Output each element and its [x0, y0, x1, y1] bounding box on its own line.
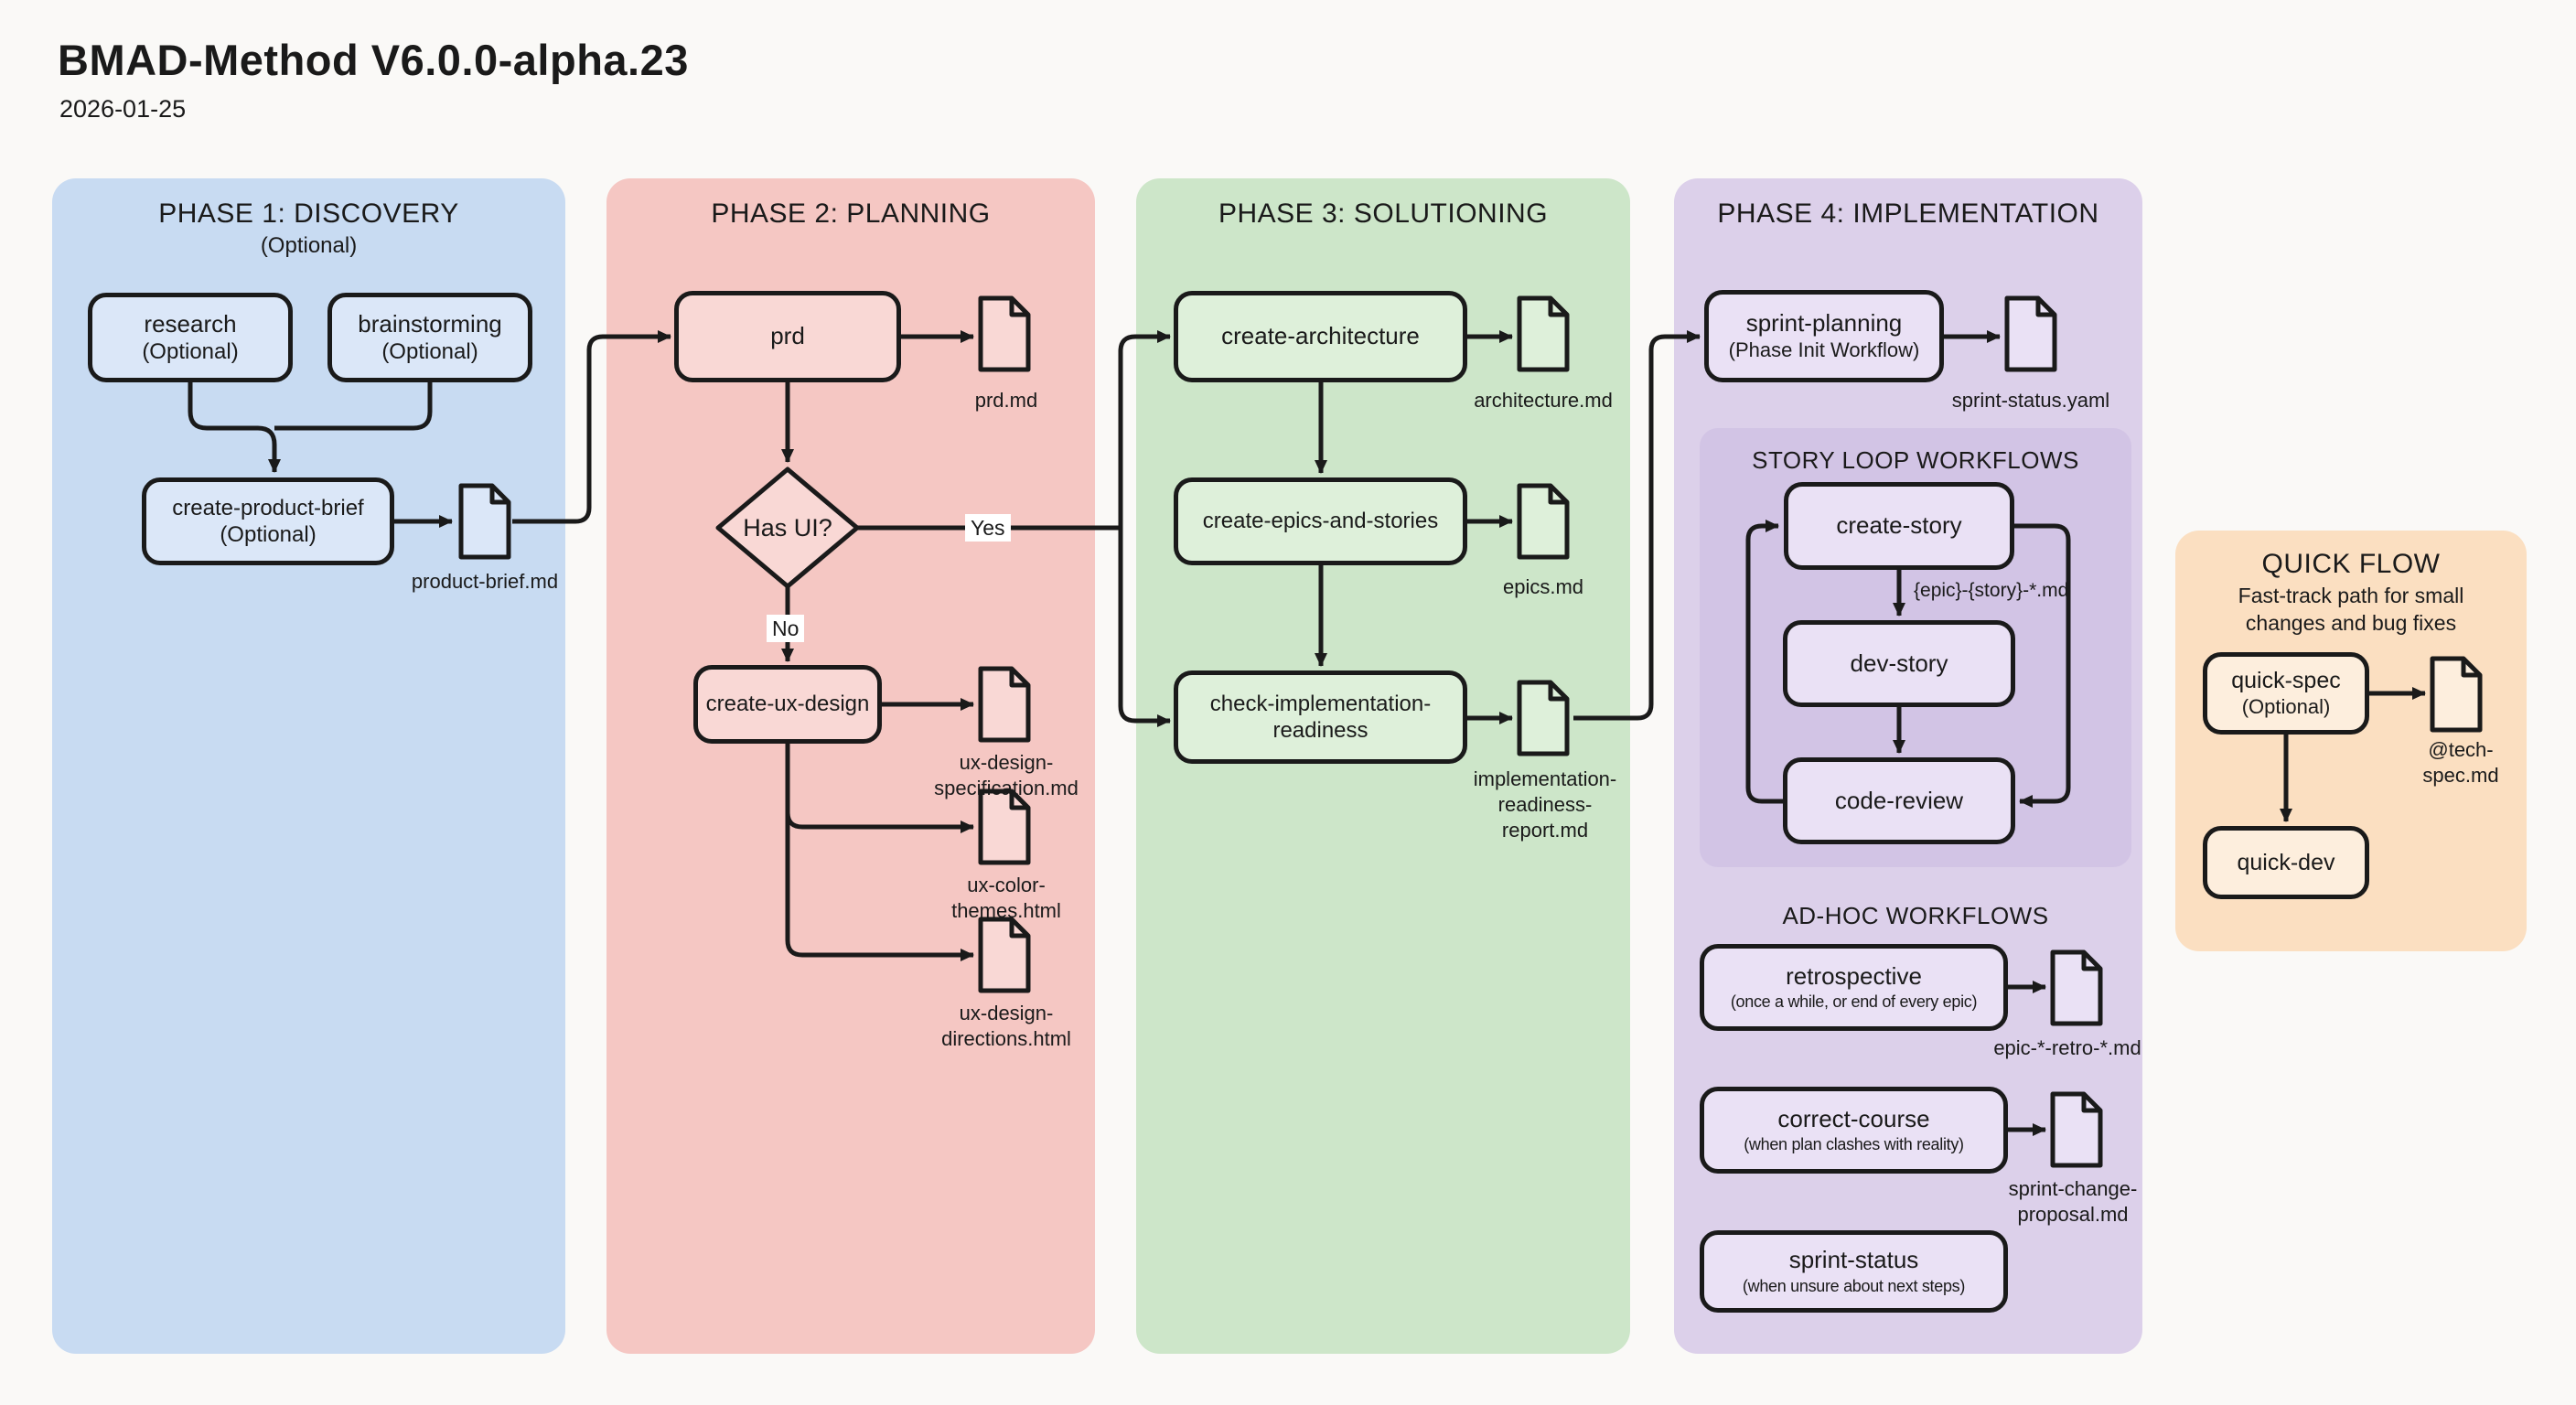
doc-product-brief-icon — [457, 482, 512, 561]
node-sprint-planning-sub: (Phase Init Workflow) — [1728, 338, 1920, 361]
node-correct-course-label: correct-course — [1777, 1104, 1930, 1132]
doc-ux-spec-line1: ux-design- — [959, 751, 1054, 774]
doc-sprint-change-line1: sprint-change- — [2008, 1177, 2138, 1200]
node-dev-story — [1783, 620, 2015, 707]
node-create-product-brief — [142, 477, 394, 565]
doc-tech-spec-line2: spec.md — [2422, 763, 2499, 787]
node-create-epics-label: create-epics-and-stories — [1202, 509, 1439, 534]
edge-research-to-merge — [190, 382, 274, 472]
node-quick-dev-label: quick-dev — [2237, 849, 2335, 875]
node-retrospective-sub: (once a while, or end of every epic) — [1730, 992, 1978, 1012]
doc-sprint-status-label: sprint-status.yaml — [1951, 389, 2110, 412]
doc-readiness-line2: readiness- — [1497, 792, 1593, 816]
doc-ux-directions-label — [920, 1001, 1092, 1052]
edge-label-no: No — [767, 615, 804, 642]
edge-codereview-loop-createstory — [1748, 526, 1783, 801]
node-brainstorming-label: brainstorming — [358, 309, 502, 338]
phase2-title: PHASE 2: PLANNING — [711, 198, 991, 229]
edge-yes-to-architecture — [1121, 337, 1170, 528]
node-quick-dev — [2203, 826, 2369, 899]
node-prd-label: prd — [770, 322, 805, 350]
doc-product-brief-label: product-brief.md — [411, 570, 559, 593]
node-sprint-planning — [1704, 290, 1944, 382]
doc-sprint-change-icon — [2049, 1090, 2104, 1169]
node-brainstorming-sub: (Optional) — [381, 339, 478, 365]
node-research — [88, 293, 293, 382]
doc-ux-color-line1: ux-color- — [967, 874, 1046, 896]
phase1-title: PHASE 1: DISCOVERY — [158, 198, 459, 229]
node-sprint-planning-label: sprint-planning — [1745, 309, 1903, 338]
doc-readiness-line3: report.md — [1501, 818, 1589, 842]
node-create-architecture — [1174, 291, 1467, 382]
edge-briefdoc-to-prd — [512, 337, 671, 521]
node-create-story — [1784, 482, 2014, 570]
node-retrospective-label: retrospective — [1786, 961, 1922, 990]
doc-epic-retro-label: epic-*-retro-*.md — [1993, 1036, 2141, 1059]
doc-sprint-status-icon — [2003, 295, 2058, 373]
node-brainstorming — [327, 293, 532, 382]
doc-architecture-label: architecture.md — [1474, 389, 1613, 412]
doc-prd-label: prd.md — [974, 389, 1038, 412]
doc-architecture-icon — [1516, 295, 1571, 373]
doc-readiness-line1: implementation- — [1473, 767, 1617, 790]
edge-label-story-file: {epic}-{story}-*.md — [1914, 580, 2069, 601]
quick-flow-title: QUICK FLOW — [2261, 549, 2441, 579]
doc-epic-retro-icon — [2049, 949, 2104, 1027]
doc-tech-spec-label — [2388, 737, 2534, 788]
doc-sprint-change-line2: proposal.md — [2017, 1202, 2129, 1226]
node-dev-story-label: dev-story — [1850, 649, 1948, 677]
node-retrospective — [1700, 944, 2008, 1031]
node-create-product-brief-label: create-product-brief — [172, 495, 364, 520]
phase3-title: PHASE 3: SOLUTIONING — [1218, 198, 1549, 229]
decision-has-ui-label: Has UI? — [743, 513, 832, 542]
doc-ux-color-line2: themes.html — [951, 898, 1061, 922]
node-code-review — [1783, 757, 2015, 844]
edge-brainstorming-to-merge — [274, 382, 430, 428]
edge-ux-to-colordoc — [788, 812, 973, 827]
node-check-readiness-line2: readiness — [1272, 718, 1368, 743]
doc-tech-spec-line1: @tech- — [2428, 738, 2494, 761]
doc-ux-directions-icon — [977, 916, 1032, 994]
story-loop-title: STORY LOOP WORKFLOWS — [1752, 446, 2079, 474]
node-quick-spec — [2203, 652, 2369, 735]
doc-ux-spec-label — [920, 750, 1092, 801]
doc-sprint-change-label — [1972, 1176, 2174, 1228]
node-correct-course-sub: (when plan clashes with reality) — [1744, 1135, 1964, 1154]
doc-ux-spec-icon — [977, 665, 1032, 744]
node-quick-spec-sub: (Optional) — [2241, 694, 2331, 718]
node-check-readiness-line1: check-implementation- — [1209, 691, 1432, 716]
phase4-title: PHASE 4: IMPLEMENTATION — [1717, 198, 2099, 229]
node-quick-spec-label: quick-spec — [2231, 668, 2341, 694]
node-correct-course — [1700, 1087, 2008, 1174]
edge-label-yes: Yes — [965, 514, 1011, 542]
doc-ux-spec-line2: specification.md — [934, 776, 1079, 799]
edge-yes-to-check — [1121, 528, 1170, 721]
node-research-label: research — [144, 309, 237, 338]
node-create-ux-design-label: create-ux-design — [705, 692, 870, 717]
node-create-product-brief-sub: (Optional) — [220, 522, 317, 547]
doc-ux-directions-line2: directions.html — [941, 1026, 1071, 1050]
node-code-review-label: code-review — [1834, 786, 1964, 814]
phase1-subtitle: (Optional) — [260, 233, 358, 258]
quick-flow-subtitle-line1: Fast-track path for small — [2238, 584, 2464, 607]
adhoc-title: AD-HOC WORKFLOWS — [1782, 902, 2049, 929]
node-create-ux-design — [693, 665, 882, 744]
page-date: 2026-01-25 — [59, 95, 187, 123]
doc-ux-color-label — [920, 873, 1092, 924]
node-prd — [674, 291, 901, 382]
node-create-story-label: create-story — [1836, 511, 1962, 540]
edge-createstory-loop-codereview — [2014, 526, 2068, 801]
doc-readiness-icon — [1516, 679, 1571, 757]
doc-prd-icon — [977, 295, 1032, 373]
node-research-sub: (Optional) — [142, 339, 239, 365]
node-check-readiness — [1174, 670, 1467, 764]
doc-ux-directions-line1: ux-design- — [959, 1002, 1054, 1024]
node-create-epics — [1174, 477, 1467, 565]
doc-tech-spec-icon — [2429, 655, 2484, 734]
page-title: BMAD-Method V6.0.0-alpha.23 — [58, 36, 689, 84]
quick-flow-subtitle-line2: changes and bug fixes — [2245, 611, 2457, 635]
doc-readiness-label — [1454, 767, 1637, 843]
doc-epics-label: epics.md — [1502, 575, 1584, 598]
node-create-architecture-label: create-architecture — [1221, 322, 1420, 350]
node-sprint-status-sub: (when unsure about next steps) — [1742, 1276, 1966, 1295]
node-sprint-status — [1700, 1230, 2008, 1313]
doc-epics-icon — [1516, 482, 1571, 561]
node-sprint-status-label: sprint-status — [1788, 1246, 1919, 1274]
